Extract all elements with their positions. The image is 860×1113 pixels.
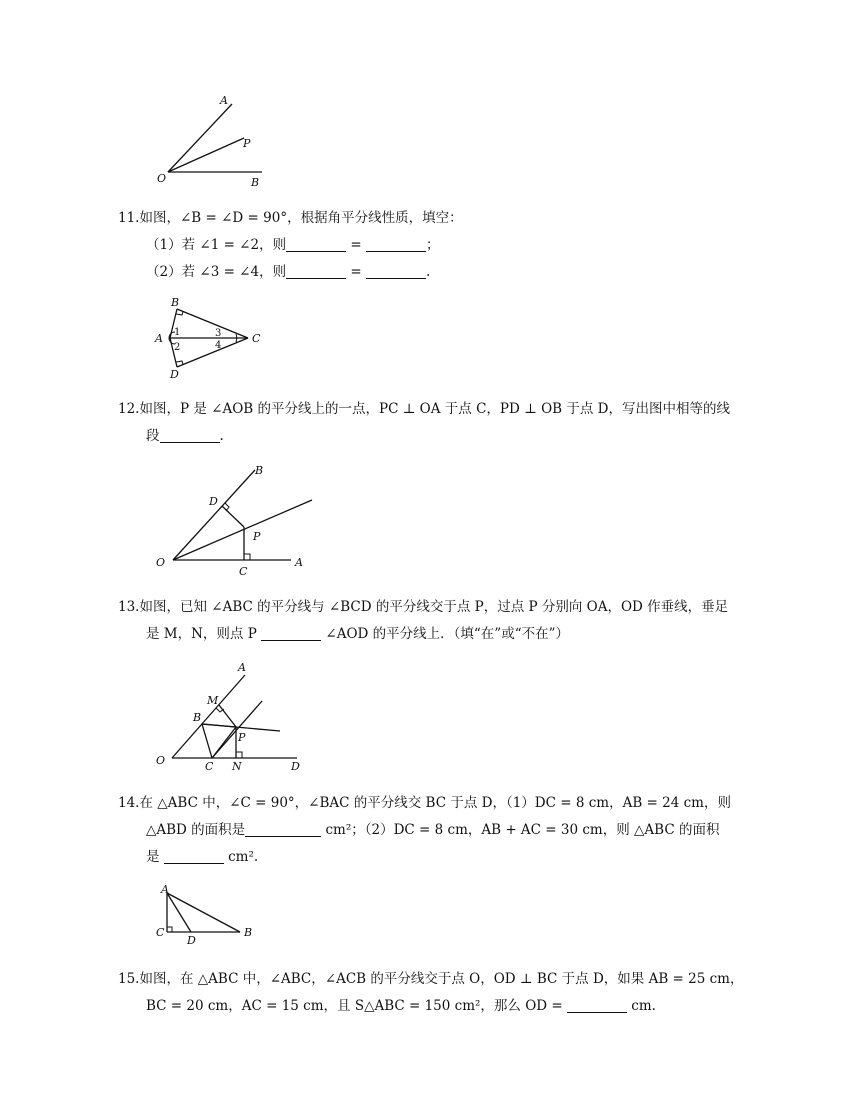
question-13: 13.如图，已知 ∠ABC 的平分线与 ∠BCD 的平分线交于点 P，过点 P 分别向 OA，OD 作垂线，垂足 是 M，N，则点 P ∠AOD 的平分线上．（填“在”或“不在”） bbox=[118, 599, 729, 642]
label-b: B bbox=[255, 464, 264, 477]
label-a: A bbox=[238, 661, 246, 674]
question-text: 如图，∠B = ∠D = 90°，根据角平分线性质，填空： bbox=[139, 210, 463, 226]
label-p: P bbox=[243, 137, 251, 150]
figure-kite-abcd bbox=[150, 295, 270, 380]
answer-blank[interactable] bbox=[245, 822, 321, 837]
answer-blank[interactable] bbox=[164, 849, 224, 864]
answer-blank[interactable] bbox=[366, 264, 426, 279]
label-a: A bbox=[220, 94, 228, 107]
question-text: 如图，在 △ABC 中，∠ABC，∠ACB 的平分线交于点 O，OD ⊥ BC 于点 D，如果 AB = 25 cm， bbox=[139, 971, 744, 987]
label-b: B bbox=[171, 296, 180, 309]
label-o: O bbox=[156, 754, 166, 767]
question-11: 11.如图，∠B = ∠D = 90°，根据角平分线性质，填空： （1）若 ∠1 = ∠2，则 = ； （2）若 ∠3 = ∠4，则 = . bbox=[118, 210, 463, 280]
answer-blank[interactable] bbox=[261, 626, 321, 641]
question-15: 15.如图，在 △ABC 中，∠ABC，∠ACB 的平分线交于点 O，OD ⊥ BC 于点 D，如果 AB = 25 cm， BC = 20 cm，AC = 15 cm，且 S△ABC = 150 cm²，那么 OD = cm. bbox=[118, 971, 744, 1014]
label-c: C bbox=[252, 332, 261, 345]
question-text: 如图，已知 ∠ABC 的平分线与 ∠BCD 的平分线交于点 P，过点 P 分别向 OA，OD 作垂线，垂足 bbox=[139, 599, 729, 615]
label-angle-2: 2 bbox=[174, 342, 181, 353]
figure-right-triangle-abc bbox=[150, 880, 265, 945]
label-c: C bbox=[205, 760, 214, 773]
label-o: O bbox=[157, 172, 167, 185]
question-12: 12.如图，P 是 ∠AOB 的平分线上的一点，PC ⊥ OA 于点 C，PD ⊥ OB 于点 D，写出图中相等的线 段 . bbox=[118, 401, 730, 444]
figure-exterior-bisectors bbox=[150, 655, 310, 775]
label-d: D bbox=[187, 934, 196, 947]
label-a: A bbox=[161, 883, 169, 896]
label-b: B bbox=[193, 711, 202, 724]
question-number: 12. bbox=[118, 401, 140, 417]
question-text: 如图，P 是 ∠AOB 的平分线上的一点，PC ⊥ OA 于点 C，PD ⊥ OB 于点 D，写出图中相等的线 bbox=[139, 401, 730, 417]
label-a: A bbox=[295, 556, 303, 569]
sub-question-2: （2）若 ∠3 = ∠4，则 bbox=[146, 264, 287, 280]
label-b: B bbox=[244, 926, 253, 939]
label-c: C bbox=[239, 565, 248, 578]
label-p: P bbox=[253, 530, 261, 543]
answer-blank[interactable] bbox=[366, 237, 426, 252]
figure-angle-bisector-p bbox=[150, 460, 325, 580]
label-angle-3: 3 bbox=[215, 328, 222, 339]
label-d: D bbox=[291, 760, 300, 773]
answer-blank[interactable] bbox=[567, 998, 627, 1013]
label-c: C bbox=[156, 926, 165, 939]
question-text: 在 △ABC 中，∠C = 90°，∠BAC 的平分线交 BC 于点 D，（1）DC = 8 cm，AB = 24 cm，则 bbox=[139, 795, 731, 811]
answer-blank[interactable] bbox=[286, 264, 346, 279]
answer-blank[interactable] bbox=[286, 237, 346, 252]
question-number: 14. bbox=[118, 795, 140, 811]
label-a: A bbox=[155, 332, 163, 345]
label-b: B bbox=[251, 176, 260, 189]
label-d: D bbox=[209, 495, 218, 508]
label-p: P bbox=[238, 731, 246, 744]
label-d: D bbox=[170, 368, 179, 381]
label-angle-4: 4 bbox=[215, 340, 222, 351]
question-number: 11. bbox=[118, 210, 140, 226]
question-number: 13. bbox=[118, 599, 140, 615]
figure-angle-aob bbox=[150, 90, 280, 190]
question-14: 14.在 △ABC 中，∠C = 90°，∠BAC 的平分线交 BC 于点 D，（1）DC = 8 cm，AB = 24 cm，则 △ABD 的面积是 cm²；（2）DC = 8 cm，AB + AC = 30 cm，则 △ABC 的面积 是 cm². bbox=[118, 795, 731, 865]
label-n: N bbox=[232, 760, 242, 773]
label-angle-1: 1 bbox=[174, 327, 181, 338]
label-o: O bbox=[156, 556, 166, 569]
sub-question-1: （1）若 ∠1 = ∠2，则 bbox=[146, 237, 287, 253]
question-number: 15. bbox=[118, 971, 140, 987]
label-m: M bbox=[207, 694, 219, 707]
answer-blank[interactable] bbox=[160, 428, 220, 443]
